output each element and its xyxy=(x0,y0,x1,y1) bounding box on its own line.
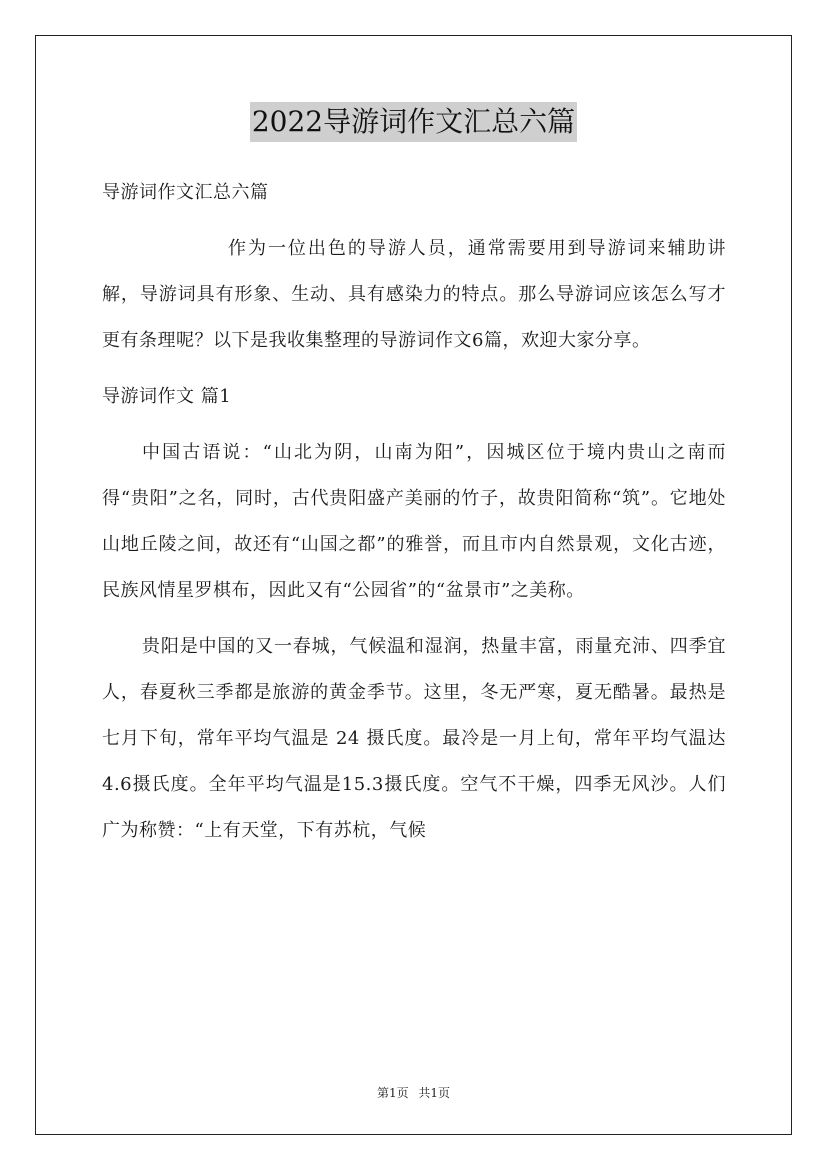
body-paragraph: 贵阳是中国的又一春城，气候温和湿润，热量丰富，雨量充沛、四季宜人，春夏秋三季都是旅游的黄金季节。这里，冬无严寒，夏无酷暑。最热是七月下旬，常年平均气温是 24 摄氏度。最冷是一月上旬，常年平均气温达4.6摄氏度。全年平均气温是15.3摄氏度。空气不干燥，四季无风沙。人们广为称赞：“上有天堂，下有苏杭，气候 xyxy=(102,636,726,841)
document-subtitle: 导游词作文汇总六篇 xyxy=(102,182,269,203)
section-heading: 导游词作文 篇1 xyxy=(102,386,232,407)
intro-paragraph: 作为一位出色的导游人员，通常需要用到导游词来辅助讲解，导游词具有形象、生动、具有感染力的特点。那么导游词应该怎么写才更有条理呢？以下是我收集整理的导游词作文6篇，欢迎大家分享。 xyxy=(102,238,726,351)
document-body xyxy=(102,170,726,864)
document-title: 2022导游词作文汇总六篇 xyxy=(250,102,577,142)
page-footer xyxy=(0,1084,827,1101)
page-number-total: 共1页 xyxy=(418,1086,451,1100)
title-container xyxy=(0,102,827,142)
body-paragraph: 中国古语说：“山北为阴，山南为阳”，因城区位于境内贵山之南而得“贵阳”之名，同时，古代贵阳盛产美丽的竹子，故贵阳简称“筑”。它地处山地丘陵之间，故还有“山国之都”的雅誉，而且市内自然景观，文化古迹，民族风情星罗棋布，因此又有“公园省”的“盆景市”之美称。 xyxy=(102,442,726,601)
page-number-current: 第1页 xyxy=(376,1086,409,1100)
